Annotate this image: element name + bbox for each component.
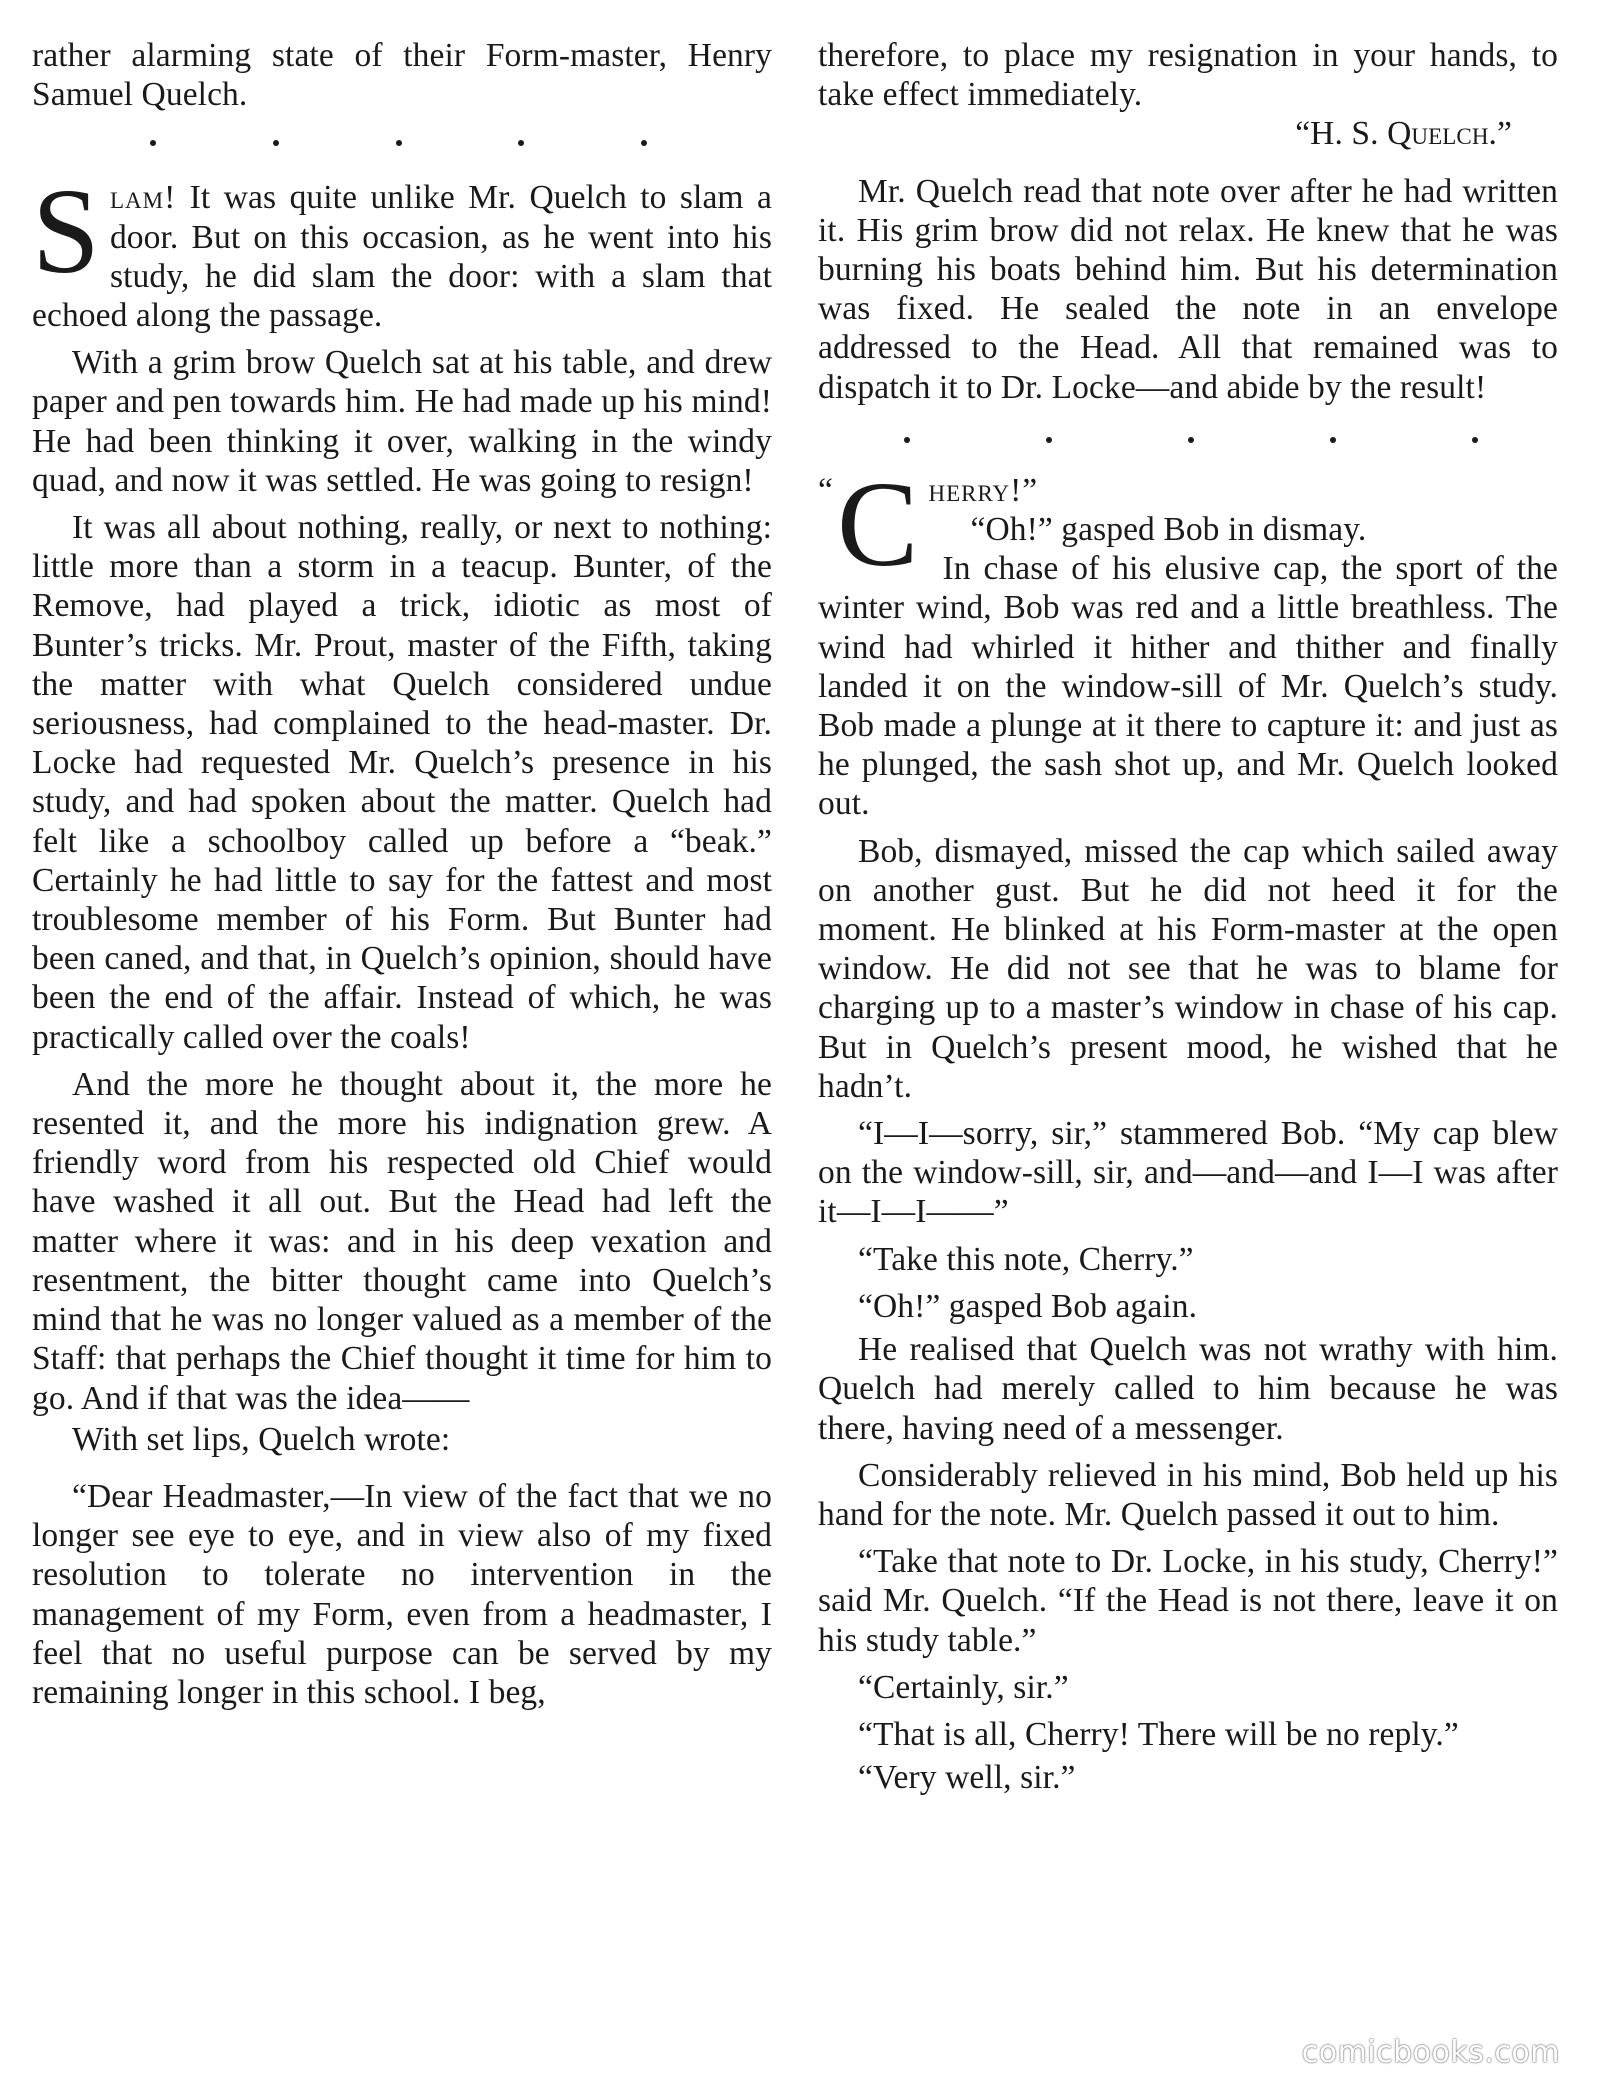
paragraph-realised: He realised that Quelch was not wrathy with him. Quelch had merely called to him because he was there, having need of a messenger. bbox=[818, 1331, 1558, 1447]
drop-cap: S bbox=[32, 164, 100, 300]
section-dot bbox=[273, 140, 279, 146]
section-dot bbox=[1330, 437, 1336, 443]
section-dot bbox=[904, 437, 910, 443]
paragraph-thats-all: “That is all, Cherry! There will be no reply.” bbox=[858, 1715, 1459, 1753]
spacer bbox=[32, 1459, 772, 1477]
paragraph-set-lips: With set lips, Quelch wrote: bbox=[72, 1420, 451, 1458]
paragraph-more: And the more he thought about it, the more he resented it, and the more his indignation grew. A friendly word from his respected old Chief would have washed it all out. But the Head had left the matter where it was: and in his deep vexation and resentment, the bitter thought came into Quelch’s mind that he was no longer valued as a member of the Staff: that perhaps the Chief thought it time for him to go. And if that was the idea—— bbox=[32, 1065, 772, 1417]
watermark: comicbooks.com bbox=[1301, 2035, 1560, 2070]
letter bbox=[32, 1477, 772, 1712]
left-column bbox=[32, 36, 772, 1712]
paragraph-relieved: Considerably relieved in his mind, Bob held up his hand for the note. Mr. Quelch passed it out to him. bbox=[818, 1456, 1558, 1533]
paragraph-slam bbox=[32, 164, 772, 335]
section-dot bbox=[396, 140, 402, 146]
paragraph-letter-continued: therefore, to place my resignation in your hands, to take effect immediately. bbox=[818, 37, 1558, 114]
letter-signature: “H. S. Quelch.” bbox=[1295, 115, 1512, 153]
opening-small-caps: lam! bbox=[109, 179, 177, 217]
paragraph-very-well: “Very well, sir.” bbox=[858, 1759, 1076, 1797]
paragraph-oh-again: “Oh!” gasped Bob again. bbox=[858, 1287, 1198, 1325]
paragraph-sorry: “I—I—sorry, sir,” stammered Bob. “My cap blew on the window-sill, sir, and—and—and I—I was after it—I—I——” bbox=[818, 1115, 1558, 1231]
section-dot bbox=[150, 140, 156, 146]
opening-small-caps: herry!” bbox=[928, 471, 1039, 509]
paragraph-take-that: “Take that note to Dr. Locke, in his study, Cherry!” said Mr. Quelch. “If the Head is not there, leave it on his study table.” bbox=[818, 1543, 1558, 1659]
cherry-paragraph-text: In chase of his elusive cap, the sport of the winter wind, Bob was red and a little breathless. The wind had whirled it hither and thither and finally landed it on the window-sill of Mr. Quelch’s study. Bob made a plunge at it there to capture it: and just as he plunged, the sash shot up, and Mr. Quelch looked out. bbox=[818, 550, 1558, 823]
section-break bbox=[818, 425, 1478, 455]
paragraph-certainly: “Certainly, sir.” bbox=[858, 1668, 1069, 1706]
section-dot bbox=[1046, 437, 1052, 443]
paragraph-dismayed: Bob, dismayed, missed the cap which sailed away on another gust. But he did not heed it for the moment. He blinked at his Form-master at the open window. He did not see that he was to blame for charging up to a master’s window in chase of his cap. But in Quelch’s present mood, he wished that he hadn’t. bbox=[818, 832, 1558, 1105]
opening-quote: “ bbox=[818, 471, 833, 509]
paragraph-cherry bbox=[818, 456, 1558, 824]
paragraph-take-note: “Take this note, Cherry.” bbox=[858, 1240, 1194, 1278]
cherry-gasp: “Oh!” gasped Bob in dismay. bbox=[970, 511, 1367, 549]
drop-cap: C bbox=[836, 456, 919, 592]
paragraph-read-note: Mr. Quelch read that note over after he had written it. His grim brow did not relax. He knew that he was burning his boats behind him. But his determination was fixed. He sealed the note in an envelope addressed to the Head. All that remained was to dispatch it to Dr. Locke—and abide by the result! bbox=[818, 172, 1558, 406]
paragraph-grim: With a grim brow Quelch sat at his table, and drew paper and pen towards him. He had made up his mind! He had been thinking it over, walking in the windy quad, and now it was settled. He was going to resign! bbox=[32, 344, 772, 499]
paragraph-intro: rather alarming state of their Form-master, Henry Samuel Quelch. bbox=[32, 37, 772, 114]
section-dot bbox=[1472, 437, 1478, 443]
section-dot bbox=[518, 140, 524, 146]
paragraph-letter: “Dear Headmaster,—In view of the fact that we no longer see eye to eye, and in view also of my fixed resolution to tolerate no intervention in the management of my Form, even from a headmaster, I feel that no useful purpose can be served by my remaining longer in this school. I beg, bbox=[32, 1477, 772, 1711]
paragraph-slam-text: It was quite unlike Mr. Quelch to slam a door. But on this occasion, as he went into his study, he did slam the door: with a slam that echoed along the passage. bbox=[32, 179, 772, 335]
paragraph-nothing: It was all about nothing, really, or next to nothing: little more than a storm in a teacup. Bunter, of the Remove, had played a trick, idiotic as most of Bunter’s tricks. Mr. Prout, master of the Fifth, taking the matter with what Quelch considered undue seriousness, had complained to the head-master. Dr. Locke had requested Mr. Quelch’s presence in his study, and had spoken about the matter. Quelch had felt like a schoolboy called up before a “beak.” Certainly he had little to say for the fattest and most troublesome member of his Form. But Bunter had been caned, and that, in Quelch’s opinion, should have been the end of the affair. Instead of which, he was practically called over the coals! bbox=[32, 509, 772, 1056]
section-dot bbox=[641, 140, 647, 146]
section-dot bbox=[1188, 437, 1194, 443]
right-column bbox=[818, 36, 1558, 1797]
section-break bbox=[32, 128, 647, 158]
